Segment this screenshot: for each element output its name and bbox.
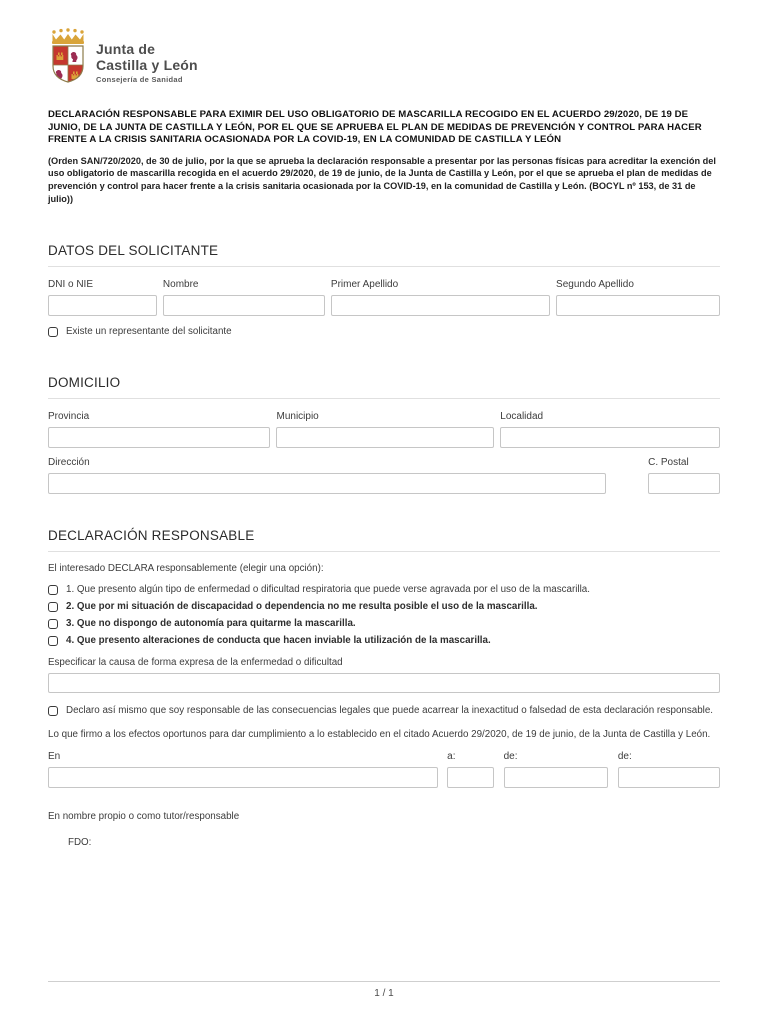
option-1-checkbox[interactable] bbox=[48, 585, 58, 595]
localidad-label: Localidad bbox=[500, 411, 544, 423]
declaration-option-2 bbox=[48, 601, 720, 612]
logo-org-line1: Junta de bbox=[96, 41, 156, 57]
option-2-checkbox[interactable] bbox=[48, 602, 58, 612]
declaration-option-3 bbox=[48, 618, 720, 629]
day-input[interactable] bbox=[447, 767, 494, 788]
provincia-input[interactable] bbox=[48, 427, 270, 448]
field-codigo-postal bbox=[648, 457, 720, 494]
field-nombre bbox=[163, 279, 325, 316]
section-declaration bbox=[48, 528, 720, 848]
document-subtitle: (Orden SAN/720/2020, de 30 de julio, por la que se aprueba la declaración responsable a presentar por las personas físicas para acreditar la exención del uso obligatorio de mascarilla recogida en el acuerdo 29/2020, de 19 de junio, de la Junta de Castilla y León, por el que se aprueba el plan de medidas de prevención y control para hacer frente a la crisis sanitaria ocasionada por la COVID-19, en la comunidad de Castilla y León. (BOCYL nº 153, de 31 de julio)) bbox=[48, 155, 716, 204]
month-input[interactable] bbox=[504, 767, 609, 788]
field-primer-apellido bbox=[331, 279, 550, 316]
primer-apellido-label: Primer Apellido bbox=[330, 279, 399, 291]
nombre-input[interactable] bbox=[163, 295, 325, 316]
field-month bbox=[504, 751, 609, 788]
representative-checkbox-label: Existe un representante del solicitante bbox=[66, 326, 232, 338]
declaration-intro: El interesado DECLARA responsablemente (elegir una opción): bbox=[48, 563, 324, 575]
section-address bbox=[48, 375, 720, 494]
segundo-apellido-label: Segundo Apellido bbox=[556, 279, 634, 291]
section-divider bbox=[48, 266, 720, 267]
footer-divider bbox=[48, 981, 720, 982]
direccion-input[interactable] bbox=[48, 473, 606, 494]
option-1-label: 1. Que presento algún tipo de enfermedad o dificultad respiratoria que puede verse agravada por el uso de la mascarilla. bbox=[66, 584, 590, 596]
field-municipio bbox=[276, 411, 493, 448]
provincia-label: Provincia bbox=[48, 411, 90, 423]
codigo-postal-label: C. Postal bbox=[648, 457, 689, 469]
day-label: a: bbox=[447, 751, 456, 763]
signed-label: FDO: bbox=[68, 837, 92, 849]
dni-input[interactable] bbox=[48, 295, 157, 316]
logo bbox=[48, 28, 720, 91]
page-indicator: 1 / 1 bbox=[374, 988, 394, 999]
field-year bbox=[618, 751, 720, 788]
option-2-label: 2. Que por mi situación de discapacidad o dependencia no me resulta posible el uso de la mascarilla. bbox=[66, 601, 538, 613]
localidad-input[interactable] bbox=[500, 427, 720, 448]
logo-org-line2: Castilla y León bbox=[96, 56, 198, 73]
logo-text bbox=[96, 28, 198, 84]
field-place bbox=[48, 751, 438, 788]
option-4-checkbox[interactable] bbox=[48, 636, 58, 646]
year-input[interactable] bbox=[618, 767, 720, 788]
representative-checkbox-row bbox=[48, 326, 720, 337]
capacity-text: En nombre propio o como tutor/responsable bbox=[48, 811, 240, 823]
field-provincia bbox=[48, 411, 270, 448]
option-3-label: 3. Que no dispongo de autonomía para quitarme la mascarilla. bbox=[66, 618, 356, 630]
section-divider bbox=[48, 398, 720, 399]
place-label: En bbox=[48, 751, 61, 763]
applicant-heading: DATOS DEL SOLICITANTE bbox=[48, 243, 219, 259]
municipio-input[interactable] bbox=[276, 427, 493, 448]
declaration-option-1 bbox=[48, 584, 720, 595]
section-applicant bbox=[48, 243, 720, 337]
month-label: de: bbox=[503, 751, 518, 763]
place-input[interactable] bbox=[48, 767, 438, 788]
codigo-postal-input[interactable] bbox=[648, 473, 720, 494]
direccion-label: Dirección bbox=[48, 457, 90, 469]
year-label: de: bbox=[617, 751, 632, 763]
option-4-label: 4. Que presento alteraciones de conducta que hacen inviable la utilización de la mascarilla. bbox=[66, 635, 491, 647]
coat-of-arms-icon bbox=[48, 28, 88, 91]
representative-checkbox[interactable] bbox=[48, 327, 58, 337]
segundo-apellido-input[interactable] bbox=[556, 295, 720, 316]
dni-label: DNI o NIE bbox=[48, 279, 94, 291]
liability-checkbox-row bbox=[48, 705, 720, 716]
field-direccion bbox=[48, 457, 606, 494]
declaration-option-4 bbox=[48, 635, 720, 646]
primer-apellido-input[interactable] bbox=[331, 295, 550, 316]
liability-checkbox[interactable] bbox=[48, 706, 58, 716]
liability-checkbox-label: Declaro así mismo que soy responsable de las consecuencias legales que puede acarrear la inexactitud o falsedad de esta declaración responsable. bbox=[66, 705, 713, 717]
signature-date-row bbox=[48, 751, 720, 788]
field-day bbox=[447, 751, 494, 788]
logo-department: Consejería de Sanidad bbox=[96, 75, 183, 85]
declaration-heading: DECLARACIÓN RESPONSABLE bbox=[48, 528, 255, 544]
nombre-label: Nombre bbox=[162, 279, 199, 291]
field-localidad bbox=[500, 411, 720, 448]
document-title: DECLARACIÓN RESPONSABLE PARA EXIMIR DEL USO OBLIGATORIO DE MASCARILLA RECOGIDO EN EL ACUERDO 29/2020, DE 19 DE JUNIO, DE LA JUNTA DE CASTILLA Y LEÓN, POR EL QUE SE APRUEBA EL PLAN DE MEDIDAS DE PREVENCIÓN Y CONTROL PARA HACER FRENTE A LA CRISIS SANITARIA OCASIONADA POR LA COVID-19, EN LA COMUNIDAD DE CASTILLA Y LEÓN bbox=[48, 109, 702, 146]
specify-cause-label: Especificar la causa de forma expresa de la enfermedad o dificultad bbox=[48, 657, 343, 669]
declaration-closing: Lo que firmo a los efectos oportunos para dar cumplimiento a lo establecido en el citado Acuerdo 29/2020, de 19 de junio, de la Junta de Castilla y León. bbox=[48, 729, 711, 741]
field-segundo-apellido bbox=[556, 279, 720, 316]
page-footer bbox=[48, 981, 720, 999]
field-dni bbox=[48, 279, 157, 316]
municipio-label: Municipio bbox=[276, 411, 319, 423]
specify-cause-input[interactable] bbox=[48, 673, 720, 693]
option-3-checkbox[interactable] bbox=[48, 619, 58, 629]
address-heading: DOMICILIO bbox=[48, 375, 121, 391]
section-divider bbox=[48, 551, 720, 552]
